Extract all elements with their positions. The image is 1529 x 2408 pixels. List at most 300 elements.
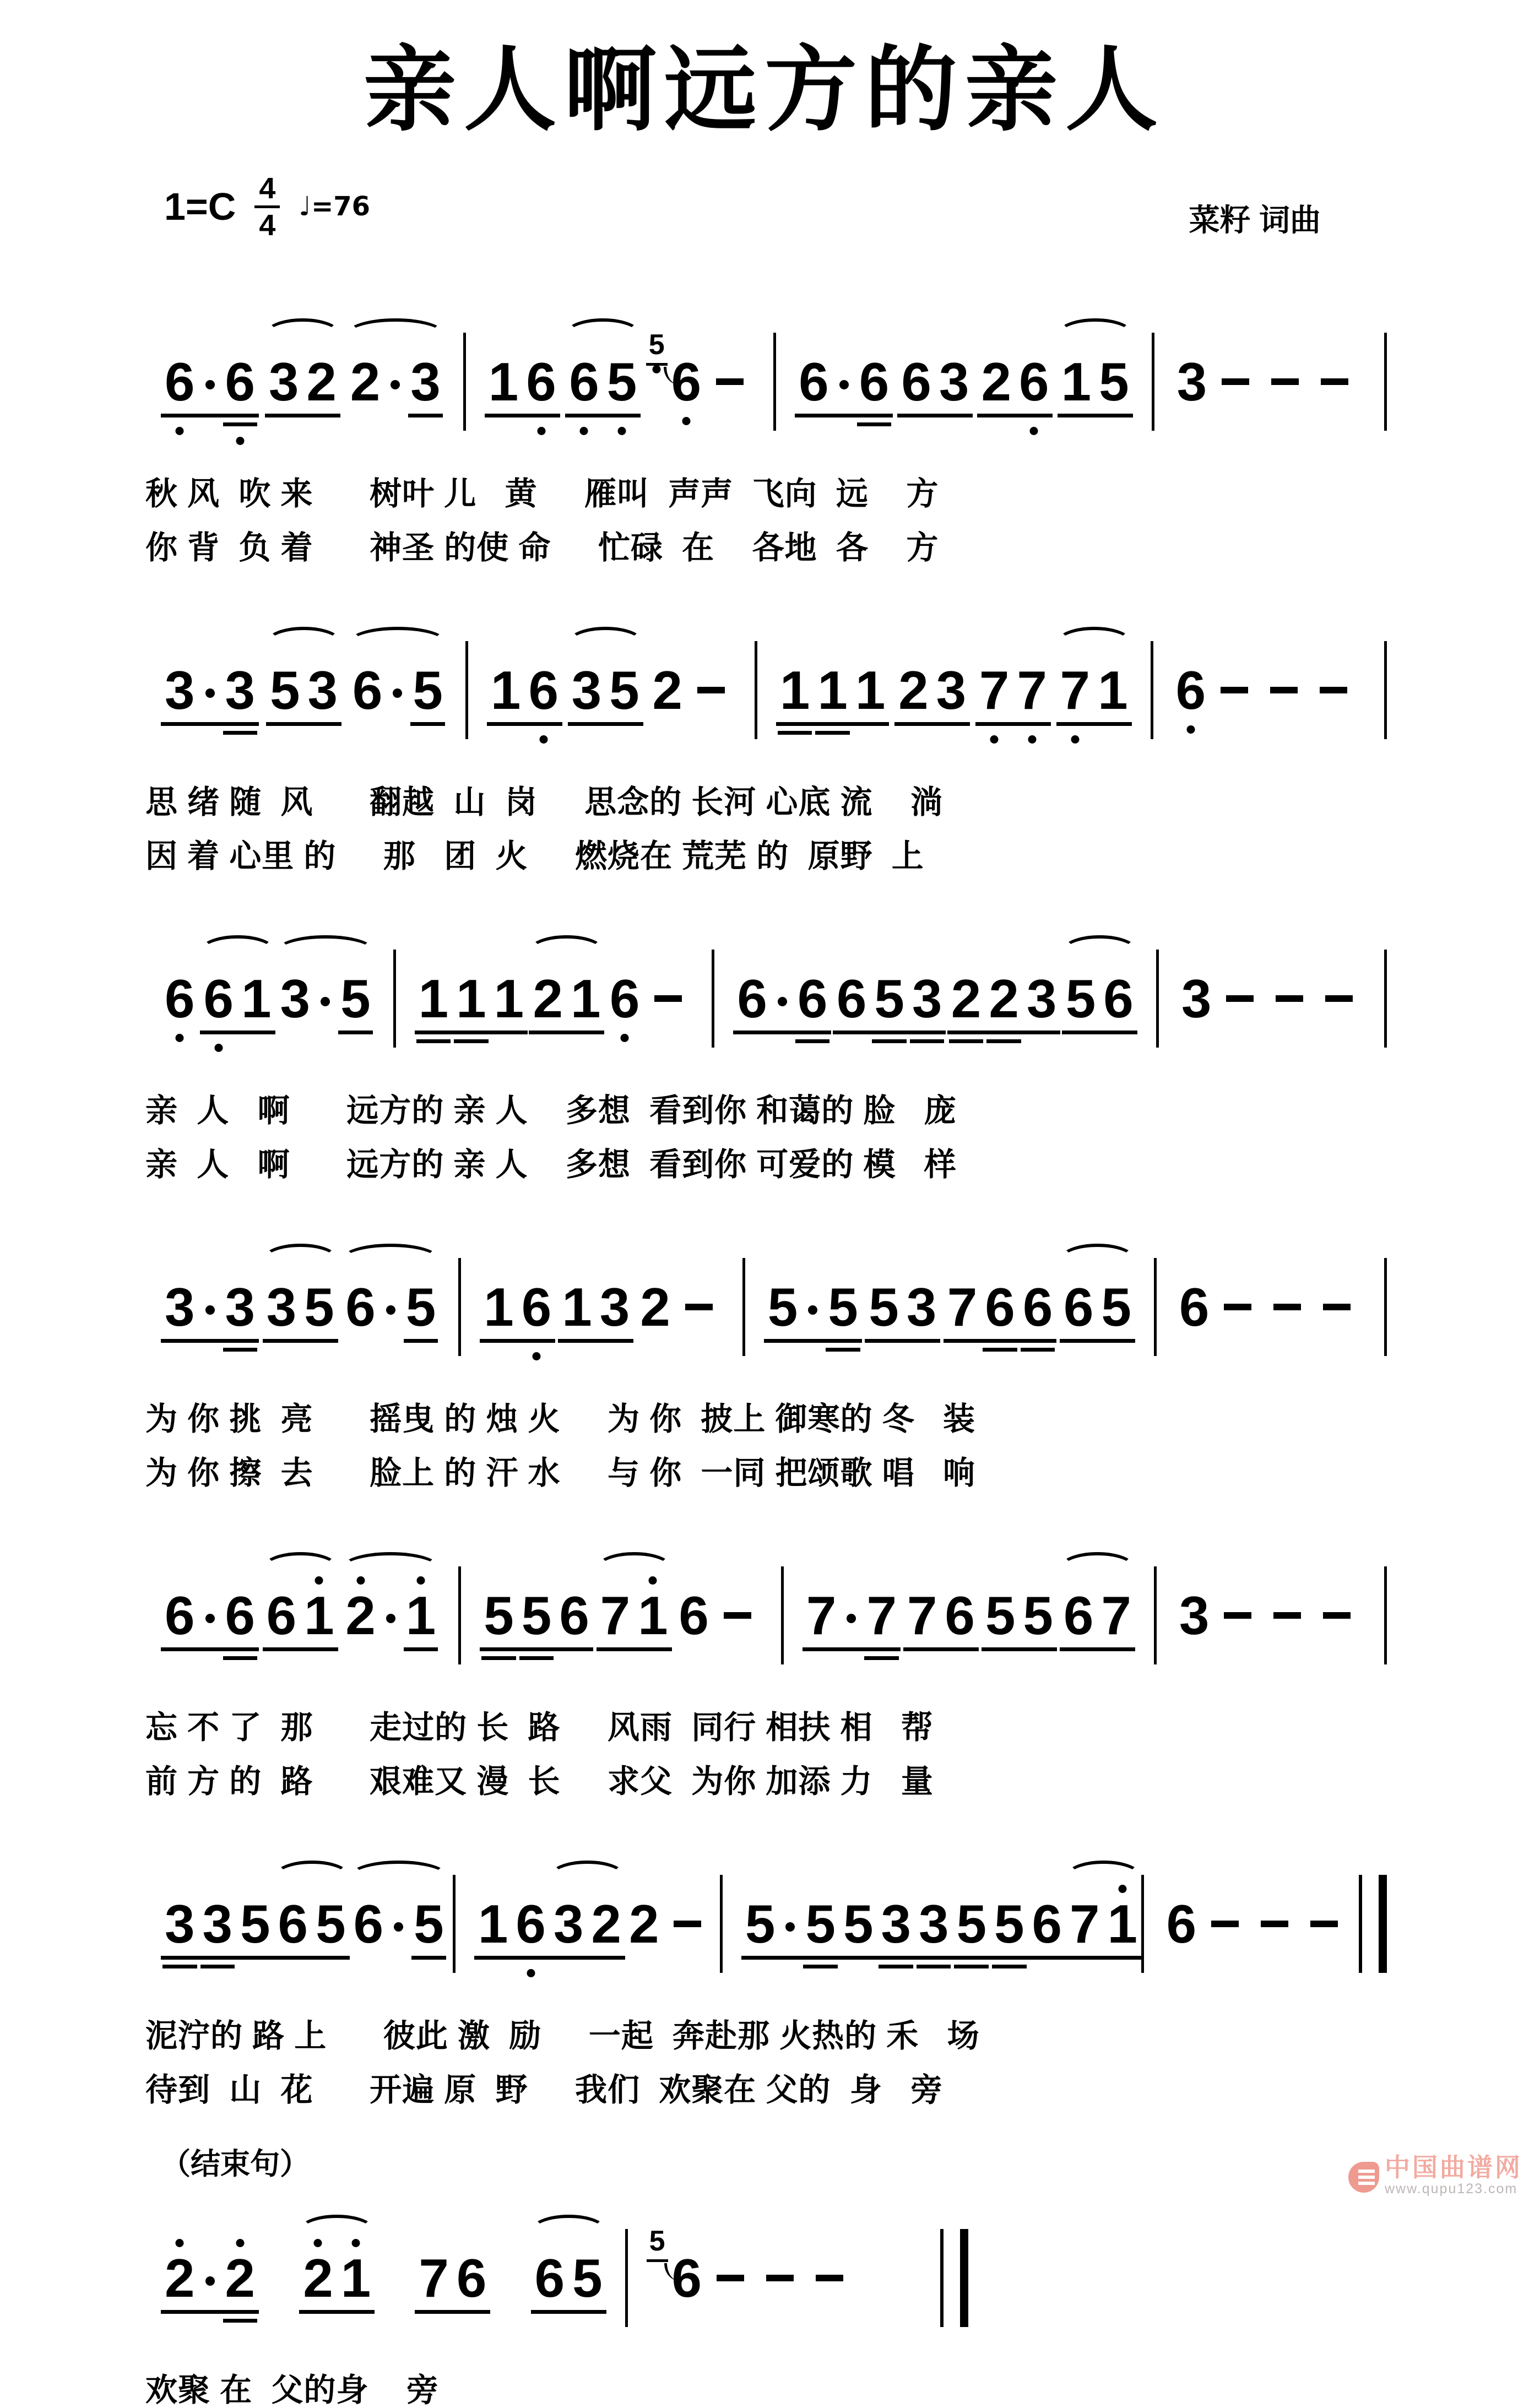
slurred-note-group <box>565 351 641 412</box>
low-octave-dot <box>580 427 588 435</box>
note <box>568 2247 606 2308</box>
note-digit: 2 <box>225 2247 256 2308</box>
measure <box>142 968 393 1029</box>
note <box>518 1585 556 1646</box>
measure <box>142 2247 625 2308</box>
note-group <box>947 968 1061 1029</box>
dash-continuation <box>1226 995 1254 1002</box>
note-digit: 5 <box>414 1893 444 1954</box>
note-digit: 3 <box>307 659 338 720</box>
beam-underline <box>519 1656 554 1660</box>
note-digit: 6 <box>1032 1893 1062 1954</box>
lyric-line: 忘 不 了 那 走过的 长 路 风雨 同行 相扶 相 帮 <box>145 1709 934 1745</box>
note <box>341 1585 379 1646</box>
note <box>276 968 315 1029</box>
beam-underline <box>952 1956 1066 1960</box>
augmentation-dot <box>847 1614 856 1623</box>
note-group <box>977 351 1053 412</box>
beam-underline <box>776 722 890 726</box>
beam-underline <box>223 1348 258 1352</box>
note <box>452 968 490 1029</box>
note <box>531 2247 569 2308</box>
note-digit: 6 <box>1166 1893 1197 1954</box>
beam-underline <box>795 1039 830 1043</box>
note <box>161 1276 199 1337</box>
note <box>200 968 238 1029</box>
measure <box>1154 351 1384 412</box>
lyric-line: 因 着 心里 的 那 团 火 燃烧在 荒芜 的 原野 上 <box>145 838 924 874</box>
high-octave-dot <box>236 2239 244 2247</box>
beam-underline <box>833 1031 946 1034</box>
note-digit: 5 <box>240 1893 270 1954</box>
note <box>1019 1585 1057 1646</box>
note-digit: 1 <box>562 1276 592 1337</box>
note <box>1066 1893 1104 1954</box>
beam-underline <box>408 414 443 417</box>
augmentation-dot <box>808 1305 817 1315</box>
ending-system <box>142 2186 1387 2406</box>
note <box>1178 968 1216 1029</box>
note <box>161 351 199 412</box>
note-digit: 3 <box>165 659 195 720</box>
note-digit: 2 <box>628 1893 659 1954</box>
note <box>814 659 852 720</box>
augmentation-dot <box>205 1614 215 1623</box>
low-octave-dot <box>214 1044 223 1052</box>
note-group <box>975 659 1051 720</box>
slurred-note-group <box>550 1893 625 1954</box>
note <box>634 1585 672 1646</box>
measure <box>1153 659 1384 720</box>
note-group <box>894 659 970 720</box>
time-signature-numerator: 4 <box>254 173 280 208</box>
low-octave-dot <box>533 1352 541 1360</box>
measure <box>468 659 755 720</box>
note-digit: 5 <box>745 1893 776 1954</box>
beam-underline <box>338 1031 373 1034</box>
beam-underline <box>162 1965 197 1968</box>
lyric-line: 待到 山 花 开遍 原 野 我们 欢聚在 父的 身 旁 <box>145 2071 943 2108</box>
note-digit: 3 <box>165 1893 195 1954</box>
note <box>555 1585 593 1646</box>
beam-underline <box>815 731 850 735</box>
note-group <box>803 1585 901 1646</box>
note <box>199 1893 237 1954</box>
note <box>409 659 447 720</box>
note <box>1104 1893 1142 1954</box>
note <box>274 1893 312 1954</box>
note <box>161 1585 199 1646</box>
note <box>337 2247 375 2308</box>
note-digit: 7 <box>1070 1893 1100 1954</box>
note-digit: 1 <box>488 351 519 412</box>
augmentation-dot <box>394 1922 403 1932</box>
note <box>265 351 303 412</box>
meta-row <box>142 173 1387 240</box>
note-digit: 7 <box>1101 1585 1131 1646</box>
dash-continuation <box>724 1612 751 1619</box>
note-digit: 6 <box>353 1893 384 1954</box>
low-octave-dot <box>539 735 547 744</box>
note-digit: 5 <box>1101 1276 1131 1337</box>
beam-underline <box>803 1965 838 1968</box>
low-octave-dot <box>527 1969 535 1977</box>
dash-continuation <box>1273 1612 1301 1619</box>
measure <box>142 659 465 720</box>
watermark-site-name: 中国曲谱网 <box>1385 2153 1522 2182</box>
note <box>410 1893 448 1954</box>
notation-row <box>142 598 1387 739</box>
note <box>981 1276 1019 1337</box>
dash-continuation <box>816 2275 843 2281</box>
beam-underline <box>529 1031 604 1034</box>
note-group <box>833 968 946 1029</box>
note-digit: 3 <box>1181 968 1212 1029</box>
note-digit: 6 <box>165 351 195 412</box>
beam-underline <box>795 414 893 417</box>
note-digit: 7 <box>1060 659 1091 720</box>
dash-continuation <box>1276 995 1303 1002</box>
note-group <box>1173 351 1360 412</box>
note-digit: 2 <box>981 351 1011 412</box>
note-digit: 1 <box>456 968 486 1029</box>
note-group <box>480 1585 593 1646</box>
note-digit: 6 <box>534 2247 565 2308</box>
note <box>221 351 259 412</box>
note <box>524 659 562 720</box>
measure <box>1157 1276 1384 1337</box>
note-digit: 6 <box>352 659 383 720</box>
lyrics-block <box>142 2017 1387 2108</box>
note-digit: 2 <box>951 968 982 1029</box>
note <box>603 351 641 412</box>
note-digit: 6 <box>1103 968 1134 1029</box>
dash-continuation <box>1323 1612 1351 1619</box>
note-group <box>161 659 259 720</box>
note-group <box>558 1276 633 1337</box>
barline <box>1384 641 1387 739</box>
notation-row <box>142 1832 1387 1973</box>
low-octave-dot <box>236 437 244 445</box>
beam-underline <box>223 731 258 735</box>
key-signature: 1=C <box>164 185 236 229</box>
note-digit: 6 <box>671 351 702 412</box>
lyric-line: 前 方 的 路 艰难又 漫 长 求父 为你 加添 力 量 <box>145 1763 934 1799</box>
beam-underline <box>983 1348 1017 1352</box>
note-group <box>897 351 973 412</box>
slurred-note-group <box>341 1585 440 1646</box>
beam-underline <box>982 1647 1057 1651</box>
note-digit: 3 <box>936 659 967 720</box>
notation-system <box>142 1832 1387 2106</box>
time-signature-denominator: 4 <box>259 208 276 242</box>
note <box>636 1276 674 1337</box>
note-digit: 6 <box>1022 1276 1053 1337</box>
slurred-note-group <box>341 1276 440 1337</box>
dash-continuation <box>697 687 725 693</box>
low-octave-dot <box>176 1034 184 1042</box>
note-group <box>161 1893 274 1954</box>
slurred-note-group <box>266 659 341 720</box>
slurred-note-group <box>299 2247 375 2308</box>
note <box>990 1893 1028 1954</box>
note <box>852 659 890 720</box>
note <box>803 1585 841 1646</box>
note-group <box>161 351 259 412</box>
note-group <box>733 968 831 1029</box>
note <box>870 968 908 1029</box>
note <box>415 968 453 1029</box>
qupu-logo-icon <box>1348 2162 1379 2193</box>
note-digit: 6 <box>521 1276 552 1337</box>
time-signature <box>254 173 280 240</box>
note <box>550 1893 588 1954</box>
note-digit: 2 <box>306 351 337 412</box>
beam-underline <box>1058 414 1133 417</box>
measure <box>757 659 1151 720</box>
high-octave-dot <box>417 1576 425 1585</box>
note-digit: 1 <box>1107 1893 1138 1954</box>
high-octave-dot <box>351 2239 360 2247</box>
note <box>975 659 1013 720</box>
dash-continuation <box>766 2275 794 2281</box>
note-digit: 1 <box>405 1585 436 1646</box>
note-digit: 6 <box>1063 1276 1094 1337</box>
lyrics-block <box>142 2374 1387 2406</box>
note-group <box>415 968 528 1029</box>
note <box>908 968 946 1029</box>
note-digit: 5 <box>316 1893 346 1954</box>
notation-system-ending <box>142 2186 1387 2406</box>
beam-underline <box>558 1339 633 1343</box>
note <box>474 1893 512 1954</box>
measure <box>714 968 1156 1029</box>
measure <box>456 1893 720 1954</box>
measure <box>1157 1585 1384 1646</box>
note-digit: 5 <box>828 1276 858 1337</box>
note-digit: 5 <box>1023 1585 1053 1646</box>
beam-underline <box>741 1956 839 1960</box>
note <box>415 2247 453 2308</box>
note-digit: 5 <box>413 659 443 720</box>
beam-underline <box>944 1339 1057 1343</box>
measure <box>723 1893 1141 1954</box>
note <box>567 968 605 1029</box>
note-digit: 5 <box>1065 968 1096 1029</box>
beam-underline <box>487 722 562 726</box>
beam-underline <box>949 1039 984 1043</box>
note-group <box>1175 1585 1362 1646</box>
lyric-line: 泥泞的 路 上 彼此 激 励 一起 奔赴那 火热的 禾 场 <box>145 2017 980 2054</box>
note-digit: 3 <box>266 1276 297 1337</box>
notation-row <box>142 2186 968 2327</box>
note <box>1023 968 1061 1029</box>
dash-continuation <box>1320 687 1347 693</box>
note-digit: 6 <box>609 968 640 1029</box>
note-group <box>606 968 693 1029</box>
grace-note <box>646 330 668 359</box>
beam-underline <box>1060 1647 1135 1651</box>
note-digit: 7 <box>600 1585 631 1646</box>
barline <box>1384 950 1387 1048</box>
note <box>518 1276 556 1337</box>
note <box>764 1276 802 1337</box>
note-digit: 1 <box>478 1893 508 1954</box>
note <box>522 351 560 412</box>
high-octave-dot <box>176 2239 184 2247</box>
note-group <box>480 1276 555 1337</box>
grace-underline <box>647 2259 668 2262</box>
note <box>625 1893 663 1954</box>
note <box>1095 351 1133 412</box>
beam-underline <box>161 1647 259 1651</box>
note <box>855 351 893 412</box>
note <box>1163 1893 1201 1954</box>
measure <box>745 1276 1154 1337</box>
note <box>824 1276 862 1337</box>
note-digit: 6 <box>859 351 890 412</box>
beam-underline <box>404 1647 438 1651</box>
note <box>675 1585 713 1646</box>
note-digit: 6 <box>1179 1276 1210 1337</box>
note <box>668 351 706 412</box>
note <box>263 1585 301 1646</box>
note <box>485 351 523 412</box>
note-digit: 3 <box>268 351 299 412</box>
note <box>349 659 387 720</box>
beam-underline <box>986 1039 1021 1043</box>
beam-underline <box>415 2310 490 2314</box>
beam-underline <box>992 1965 1027 1968</box>
note-group <box>648 659 736 720</box>
slurred-note-group <box>531 2247 606 2308</box>
composer-credit: 菜籽 词曲 <box>1189 202 1321 237</box>
lyrics-block <box>142 1403 1387 1489</box>
beam-underline <box>1021 1348 1055 1352</box>
note-digit: 7 <box>979 659 1010 720</box>
note <box>833 968 871 1029</box>
note <box>402 1585 440 1646</box>
dash-continuation <box>717 2275 744 2281</box>
note <box>795 351 833 412</box>
augmentation-dot <box>205 1305 215 1315</box>
note <box>605 659 643 720</box>
note-digit: 1 <box>779 659 810 720</box>
note-digit: 6 <box>679 1585 709 1646</box>
note <box>161 2247 199 2308</box>
beam-underline <box>480 1339 555 1343</box>
note-digit: 5 <box>956 1893 986 1954</box>
beam-underline <box>223 2319 258 2323</box>
lyric-line: 思 绪 随 风 翻越 山 岗 思念的 长河 心底 流 淌 <box>145 784 943 820</box>
beam-underline <box>266 722 341 726</box>
low-octave-dot <box>1186 725 1195 734</box>
note-digit: 3 <box>906 1276 937 1337</box>
note-digit: 2 <box>303 2247 333 2308</box>
watermark <box>1348 2155 1522 2196</box>
note-digit: 3 <box>1026 968 1057 1029</box>
beam-underline <box>485 414 560 417</box>
note-digit: 3 <box>280 968 311 1029</box>
lyrics-block <box>142 784 1387 874</box>
beam-underline <box>416 1039 451 1043</box>
low-octave-dot <box>176 427 184 435</box>
note-digit: 1 <box>304 1585 334 1646</box>
beam-underline <box>568 722 643 726</box>
note-group <box>795 351 893 412</box>
beam-underline <box>474 1956 550 1960</box>
note-digit: 5 <box>994 1893 1024 1954</box>
note-digit: 6 <box>225 351 256 412</box>
dash-continuation <box>1321 378 1348 385</box>
note <box>741 1893 779 1954</box>
slurred-note-group <box>263 1585 338 1646</box>
note-digit: 1 <box>817 659 848 720</box>
dash-continuation <box>1261 1921 1288 1927</box>
note <box>1060 1276 1098 1337</box>
note <box>565 351 603 412</box>
note <box>337 968 375 1029</box>
low-octave-dot <box>990 735 999 744</box>
measure <box>1144 1893 1359 1954</box>
note-digit: 6 <box>278 1893 308 1954</box>
beam-underline <box>917 1965 951 1968</box>
note <box>1015 351 1053 412</box>
note-digit: 6 <box>203 968 234 1029</box>
note-digit: 1 <box>418 968 449 1029</box>
dash-continuation <box>1325 995 1353 1002</box>
beam-underline <box>223 1656 258 1660</box>
lyrics-block <box>142 1709 1387 1799</box>
note <box>302 351 340 412</box>
augmentation-dot <box>386 1305 395 1315</box>
measure <box>628 2225 940 2308</box>
beam-underline <box>1060 1339 1135 1343</box>
slurred-note-group <box>200 968 275 1029</box>
beam-underline <box>411 1956 446 1960</box>
note <box>161 968 199 1029</box>
beam-underline <box>480 1647 593 1651</box>
note-digit: 6 <box>165 1585 195 1646</box>
note-digit: 2 <box>898 659 929 720</box>
note <box>1094 659 1132 720</box>
note-group <box>161 2247 259 2308</box>
measure <box>784 1585 1154 1646</box>
note-group <box>636 1276 724 1337</box>
high-octave-dot <box>314 2239 322 2247</box>
note <box>1013 659 1051 720</box>
note-digit: 6 <box>569 351 599 412</box>
note-digit: 7 <box>947 1276 978 1337</box>
beam-underline <box>733 1031 831 1034</box>
high-octave-dot <box>1118 1885 1126 1893</box>
note-digit: 1 <box>1061 351 1092 412</box>
note <box>236 1893 274 1954</box>
note-digit: 6 <box>985 1276 1015 1337</box>
measure <box>142 351 463 412</box>
dash-continuation <box>1310 1921 1338 1927</box>
note-digit: 7 <box>866 1585 897 1646</box>
lyric-line: 秋 风 吹 来 树叶 儿 黄 雁叫 声声 飞向 远 方 <box>145 475 939 512</box>
note-digit: 5 <box>521 1585 552 1646</box>
lyric-line: 亲 人 啊 远方的 亲 人 多想 看到你 和蔼的 脸 庞 <box>145 1092 957 1129</box>
note-digit: 6 <box>266 1585 297 1646</box>
note <box>453 2247 491 2308</box>
note-digit: 5 <box>1099 351 1129 412</box>
beam-underline <box>223 422 258 426</box>
note-digit: 2 <box>591 1893 621 1954</box>
note <box>406 351 444 412</box>
